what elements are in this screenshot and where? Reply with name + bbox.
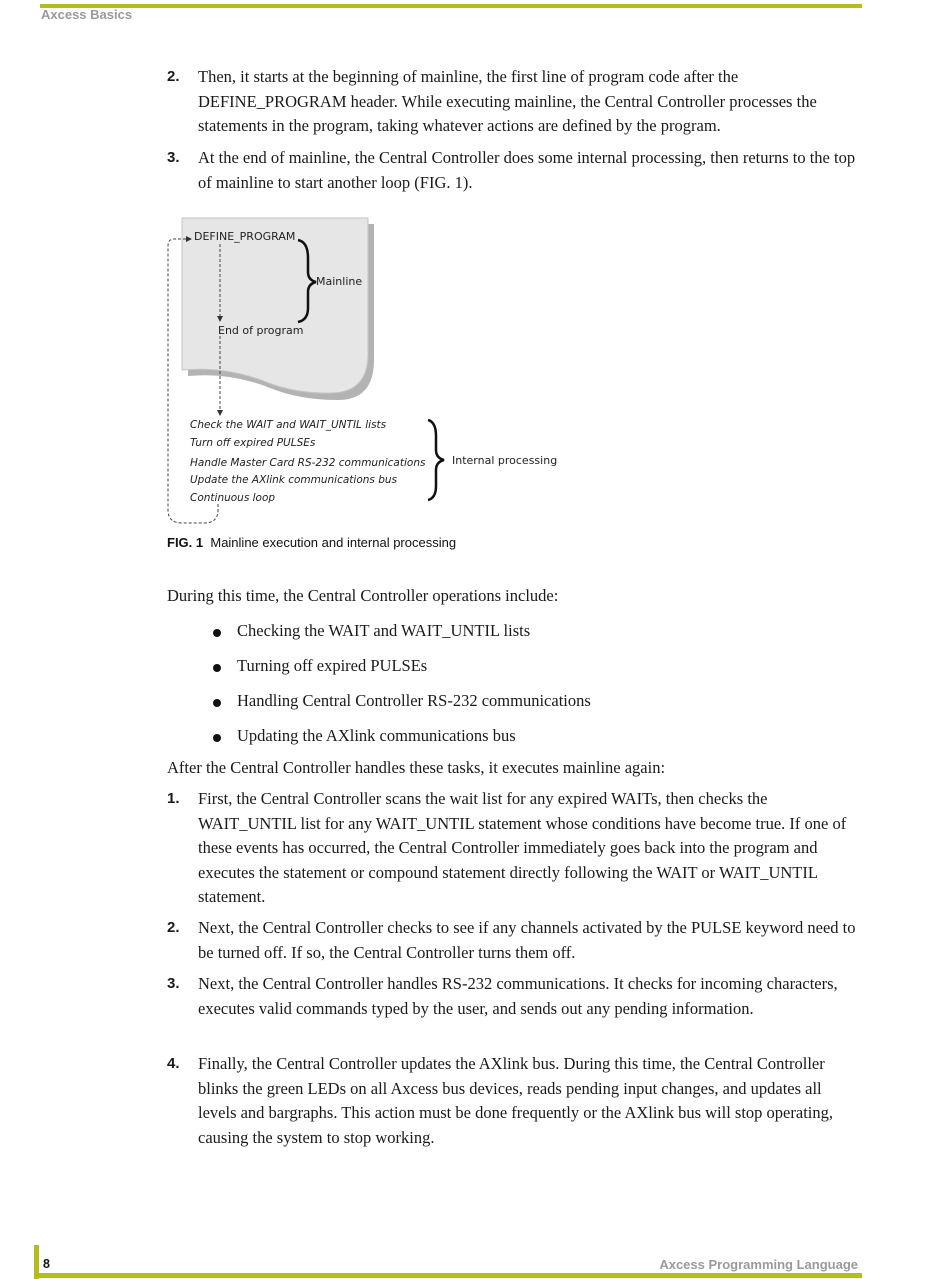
bullet-text: Handling Central Controller RS-232 communications (237, 691, 591, 710)
figure-mainline-diagram (160, 210, 580, 530)
step-number: 4. (167, 1055, 180, 1072)
define-program-label: DEFINE_PROGRAM (194, 230, 296, 243)
footer-rule (34, 1273, 862, 1278)
diagram-svg (160, 210, 580, 530)
step-text: At the end of mainline, the Central Controller does some internal processing, then returns to the top of mainline to start another loop (FIG. 1). (198, 148, 856, 192)
task-label: Handle Master Card RS-232 communications (190, 457, 426, 469)
step-number: 3. (167, 149, 180, 166)
bullet-item (213, 619, 853, 644)
list-item (167, 972, 862, 1021)
page-number: 8 (43, 1257, 50, 1271)
paragraph: After the Central Controller handles these tasks, it executes mainline again: (167, 758, 666, 777)
task-label: Update the AXlink communications bus (190, 474, 398, 486)
list-item (167, 146, 862, 195)
bullet-item (213, 654, 853, 679)
task-label: Continuous loop (190, 492, 276, 504)
bullet-item (213, 724, 853, 749)
end-of-program-label: End of program (218, 324, 304, 337)
list-item (167, 65, 862, 139)
mainline-label: Mainline (316, 275, 363, 288)
list-item (167, 916, 862, 965)
step-text: First, the Central Controller scans the wait list for any expired WAITs, then checks the WAIT_UNTIL list for any WAIT_UNTIL statement whose conditions have become true. If one of these events has occurred, the Central Controller immediately goes back into the program and executes the statement or compound statement directly following the WAIT or WAIT_UNTIL statement. (198, 789, 847, 906)
bullet-icon (213, 734, 221, 742)
step-number: 2. (167, 919, 180, 936)
list-item (167, 1052, 862, 1150)
caption-text: Mainline execution and internal processing (210, 535, 457, 550)
bullet-text: Updating the AXlink communications bus (237, 726, 516, 745)
step-number: 3. (167, 975, 180, 992)
step-text: Finally, the Central Controller updates the AXlink bus. During this time, the Central Controller blinks the green LEDs on all Axcess bus devices, reads pending input changes, and updates all levels and bargraphs. This action must be done frequently or the AXlink bus will stop operating, causing the system to stop working. (198, 1054, 833, 1147)
running-footer: Axcess Programming Language (659, 1257, 858, 1272)
running-header: Axcess Basics (41, 7, 133, 22)
step-number: 1. (167, 790, 180, 807)
step-number: 2. (167, 68, 180, 85)
bullet-icon (213, 664, 221, 672)
internal-brace (428, 420, 444, 500)
step-text: Next, the Central Controller checks to see if any channels activated by the PULSE keyword need to be turned off. If so, the Central Controller turns them off. (198, 918, 856, 962)
program-page (182, 218, 368, 393)
task-label: Check the WAIT and WAIT_UNTIL lists (190, 419, 387, 431)
list-item (167, 787, 862, 910)
step-text: Then, it starts at the beginning of mainline, the first line of program code after the DEFINE_PROGRAM header. While executing mainline, the Central Controller processes the statements in the program, taking whatever actions are defined by the program. (198, 67, 817, 135)
bullet-item (213, 689, 853, 714)
caption-label: FIG. 1 (167, 535, 204, 550)
step-text: Next, the Central Controller handles RS-232 communications. It checks for incoming characters, executes valid commands typed by the user, and sends out any pending information. (198, 974, 838, 1018)
bullet-icon (213, 699, 221, 707)
bullet-text: Turning off expired PULSEs (237, 656, 428, 675)
arrow-head-icon (217, 410, 223, 416)
internal-processing-label: Internal processing (452, 454, 558, 467)
bullet-text: Checking the WAIT and WAIT_UNTIL lists (237, 621, 531, 640)
paragraph: During this time, the Central Controller operations include: (167, 586, 559, 605)
figure-caption (167, 535, 456, 550)
task-label: Turn off expired PULSEs (190, 437, 316, 449)
bullet-icon (213, 629, 221, 637)
header-rule (40, 4, 862, 8)
